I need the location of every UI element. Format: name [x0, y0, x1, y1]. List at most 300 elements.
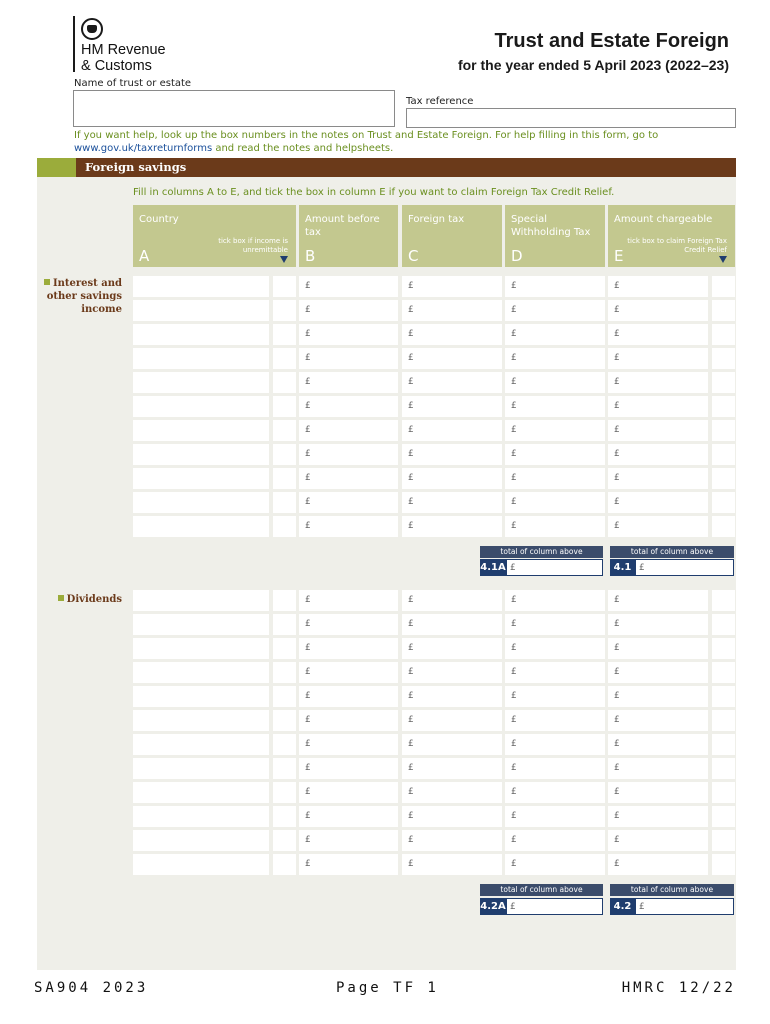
- table-row: [0, 782, 770, 803]
- unremittable-checkbox[interactable]: [273, 492, 296, 513]
- column-letter: D: [511, 247, 523, 265]
- amount-chargeable-field[interactable]: [608, 276, 708, 297]
- unremittable-checkbox[interactable]: [273, 590, 296, 611]
- ftcr-checkbox[interactable]: [712, 638, 735, 659]
- total-field-4-2[interactable]: [635, 898, 734, 915]
- table-row: [0, 614, 770, 635]
- amount-chargeable-field[interactable]: [608, 686, 708, 707]
- foreign-tax-field[interactable]: [402, 324, 502, 345]
- ftcr-checkbox[interactable]: [712, 468, 735, 489]
- table-row: [0, 324, 770, 345]
- unremittable-checkbox[interactable]: [273, 782, 296, 803]
- currency-symbol: £: [614, 329, 620, 339]
- currency-symbol: £: [614, 715, 620, 725]
- country-field[interactable]: [133, 782, 269, 803]
- country-field[interactable]: [133, 638, 269, 659]
- ftcr-checkbox[interactable]: [712, 662, 735, 683]
- table-row: [0, 830, 770, 851]
- section-accent: [37, 158, 76, 177]
- amount-chargeable-field[interactable]: [608, 444, 708, 465]
- foreign-tax-field[interactable]: [402, 492, 502, 513]
- amount-chargeable-field[interactable]: [608, 638, 708, 659]
- foreign-tax-field[interactable]: [402, 758, 502, 779]
- special-withholding-tax-field[interactable]: [505, 324, 605, 345]
- unremittable-checkbox[interactable]: [273, 830, 296, 851]
- unremittable-checkbox[interactable]: [273, 662, 296, 683]
- special-withholding-tax-field[interactable]: [505, 372, 605, 393]
- country-field[interactable]: [133, 854, 269, 875]
- country-field[interactable]: [133, 348, 269, 369]
- ftcr-checkbox[interactable]: [712, 806, 735, 827]
- currency-symbol: £: [408, 353, 414, 363]
- country-field[interactable]: [133, 372, 269, 393]
- currency-symbol: £: [614, 425, 620, 435]
- amount-chargeable-field[interactable]: [608, 348, 708, 369]
- currency-symbol: £: [305, 281, 311, 291]
- currency-symbol: £: [408, 691, 414, 701]
- amount-before-tax-field[interactable]: [299, 492, 398, 513]
- ftcr-checkbox[interactable]: [712, 830, 735, 851]
- currency-symbol: £: [305, 763, 311, 773]
- foreign-tax-field[interactable]: [402, 348, 502, 369]
- unremittable-checkbox[interactable]: [273, 806, 296, 827]
- currency-symbol: £: [511, 281, 517, 291]
- currency-symbol: £: [639, 902, 645, 912]
- special-withholding-tax-field[interactable]: [505, 276, 605, 297]
- trust-name-label: Name of trust or estate: [74, 78, 192, 89]
- unremittable-checkbox[interactable]: [273, 348, 296, 369]
- amount-before-tax-field[interactable]: [299, 300, 398, 321]
- table-row: [0, 372, 770, 393]
- currency-symbol: £: [305, 811, 311, 821]
- currency-symbol: £: [511, 739, 517, 749]
- ftcr-checkbox[interactable]: [712, 710, 735, 731]
- special-withholding-tax-field[interactable]: [505, 710, 605, 731]
- country-field[interactable]: [133, 276, 269, 297]
- unremittable-checkbox[interactable]: [273, 854, 296, 875]
- ftcr-checkbox[interactable]: [712, 324, 735, 345]
- total-field-4-2a[interactable]: [506, 898, 603, 915]
- amount-chargeable-field[interactable]: [608, 300, 708, 321]
- currency-symbol: £: [305, 377, 311, 387]
- currency-symbol: £: [511, 691, 517, 701]
- currency-symbol: £: [305, 305, 311, 315]
- column-letter: B: [305, 247, 316, 265]
- country-field[interactable]: [133, 734, 269, 755]
- ftcr-checkbox[interactable]: [712, 516, 735, 537]
- currency-symbol: £: [408, 859, 414, 869]
- special-withholding-tax-field[interactable]: [505, 614, 605, 635]
- currency-symbol: £: [511, 811, 517, 821]
- column-name: Special Withholding Tax: [511, 214, 591, 238]
- table-row: [0, 806, 770, 827]
- instruction-text: Fill in columns A to E, and tick the box in column E if you want to claim Foreign Tax Credit Relief.: [133, 187, 615, 198]
- amount-before-tax-field[interactable]: [299, 854, 398, 875]
- country-field[interactable]: [133, 590, 269, 611]
- amount-before-tax-field[interactable]: [299, 782, 398, 803]
- ftcr-checkbox[interactable]: [712, 590, 735, 611]
- column-name: Foreign tax: [408, 214, 465, 225]
- ftcr-checkbox[interactable]: [712, 420, 735, 441]
- amount-before-tax-field[interactable]: [299, 758, 398, 779]
- unremittable-checkbox[interactable]: [273, 276, 296, 297]
- country-field[interactable]: [133, 492, 269, 513]
- ftcr-checkbox[interactable]: [712, 492, 735, 513]
- total-caption: total of column above: [610, 546, 734, 558]
- currency-symbol: £: [614, 787, 620, 797]
- currency-symbol: £: [408, 305, 414, 315]
- amount-chargeable-field[interactable]: [608, 710, 708, 731]
- total-field-4-1[interactable]: [635, 559, 734, 576]
- table-row: [0, 444, 770, 465]
- amount-before-tax-field[interactable]: [299, 372, 398, 393]
- amount-before-tax-field[interactable]: [299, 710, 398, 731]
- currency-symbol: £: [305, 473, 311, 483]
- logo-text-line2: & Customs: [81, 58, 152, 74]
- table-row: [0, 710, 770, 731]
- currency-symbol: £: [408, 449, 414, 459]
- currency-symbol: £: [511, 667, 517, 677]
- amount-before-tax-field[interactable]: [299, 348, 398, 369]
- unremittable-checkbox[interactable]: [273, 758, 296, 779]
- currency-symbol: £: [408, 595, 414, 605]
- country-field[interactable]: [133, 300, 269, 321]
- currency-symbol: £: [305, 643, 311, 653]
- currency-symbol: £: [511, 595, 517, 605]
- country-field[interactable]: [133, 806, 269, 827]
- foreign-tax-field[interactable]: [402, 686, 502, 707]
- foreign-tax-field[interactable]: [402, 782, 502, 803]
- total-caption: total of column above: [610, 884, 734, 896]
- currency-symbol: £: [305, 787, 311, 797]
- foreign-tax-field[interactable]: [402, 734, 502, 755]
- unremittable-checkbox[interactable]: [273, 300, 296, 321]
- country-field[interactable]: [133, 468, 269, 489]
- currency-symbol: £: [511, 377, 517, 387]
- currency-symbol: £: [511, 425, 517, 435]
- special-withholding-tax-field[interactable]: [505, 830, 605, 851]
- currency-symbol: £: [408, 521, 414, 531]
- amount-chargeable-field[interactable]: [608, 420, 708, 441]
- country-field[interactable]: [133, 396, 269, 417]
- box-code-4-2: 4.2: [610, 898, 635, 915]
- amount-chargeable-field[interactable]: [608, 516, 708, 537]
- ftcr-checkbox[interactable]: [712, 444, 735, 465]
- box-code-4-1: 4.1: [610, 559, 635, 576]
- help-text: [74, 129, 724, 155]
- special-withholding-tax-field[interactable]: [505, 758, 605, 779]
- table-row: [0, 686, 770, 707]
- ftcr-checkbox[interactable]: [712, 372, 735, 393]
- unremittable-checkbox[interactable]: [273, 516, 296, 537]
- column-letter: E: [614, 247, 624, 265]
- special-withholding-tax-field[interactable]: [505, 854, 605, 875]
- special-withholding-tax-field[interactable]: [505, 300, 605, 321]
- currency-symbol: £: [408, 763, 414, 773]
- currency-symbol: £: [408, 643, 414, 653]
- amount-before-tax-field[interactable]: [299, 734, 398, 755]
- form-subtitle: for the year ended 5 April 2023 (2022–23): [457, 57, 729, 73]
- currency-symbol: £: [305, 497, 311, 507]
- currency-symbol: £: [305, 835, 311, 845]
- country-field[interactable]: [133, 420, 269, 441]
- currency-symbol: £: [511, 643, 517, 653]
- trust-name-field[interactable]: [73, 90, 395, 127]
- amount-before-tax-field[interactable]: [299, 420, 398, 441]
- currency-symbol: £: [408, 619, 414, 629]
- column-header-e: [608, 205, 735, 267]
- special-withholding-tax-field[interactable]: [505, 782, 605, 803]
- currency-symbol: £: [614, 691, 620, 701]
- currency-symbol: £: [408, 667, 414, 677]
- special-withholding-tax-field[interactable]: [505, 516, 605, 537]
- group-label-text: Dividends: [66, 594, 122, 605]
- amount-chargeable-field[interactable]: [608, 468, 708, 489]
- ftcr-checkbox[interactable]: [712, 300, 735, 321]
- currency-symbol: £: [511, 329, 517, 339]
- country-field[interactable]: [133, 686, 269, 707]
- currency-symbol: £: [408, 497, 414, 507]
- foreign-tax-field[interactable]: [402, 662, 502, 683]
- currency-symbol: £: [408, 811, 414, 821]
- foreign-tax-field[interactable]: [402, 300, 502, 321]
- foreign-tax-field[interactable]: [402, 806, 502, 827]
- currency-symbol: £: [408, 329, 414, 339]
- tax-reference-field[interactable]: [406, 108, 736, 128]
- currency-symbol: £: [408, 739, 414, 749]
- unremittable-checkbox[interactable]: [273, 468, 296, 489]
- currency-symbol: £: [614, 521, 620, 531]
- special-withholding-tax-field[interactable]: [505, 686, 605, 707]
- unremittable-checkbox[interactable]: [273, 420, 296, 441]
- amount-chargeable-field[interactable]: [608, 324, 708, 345]
- special-withholding-tax-field[interactable]: [505, 638, 605, 659]
- foreign-tax-field[interactable]: [402, 614, 502, 635]
- table-row: [0, 468, 770, 489]
- amount-chargeable-field[interactable]: [608, 854, 708, 875]
- currency-symbol: £: [614, 835, 620, 845]
- amount-before-tax-field[interactable]: [299, 324, 398, 345]
- ftcr-checkbox[interactable]: [712, 614, 735, 635]
- page-number: Page TF 1: [336, 980, 439, 996]
- ftcr-checkbox[interactable]: [712, 854, 735, 875]
- foreign-tax-field[interactable]: [402, 590, 502, 611]
- country-field[interactable]: [133, 758, 269, 779]
- foreign-tax-field[interactable]: [402, 372, 502, 393]
- unremittable-checkbox[interactable]: [273, 638, 296, 659]
- country-field[interactable]: [133, 662, 269, 683]
- currency-symbol: £: [511, 835, 517, 845]
- amount-chargeable-field[interactable]: [608, 590, 708, 611]
- column-name: Amount before tax: [305, 214, 380, 238]
- special-withholding-tax-field[interactable]: [505, 444, 605, 465]
- currency-symbol: £: [614, 449, 620, 459]
- country-field[interactable]: [133, 444, 269, 465]
- amount-before-tax-field[interactable]: [299, 444, 398, 465]
- country-field[interactable]: [133, 516, 269, 537]
- currency-symbol: £: [614, 643, 620, 653]
- box-code-4-2a: 4.2A: [480, 898, 506, 915]
- currency-symbol: £: [614, 281, 620, 291]
- currency-symbol: £: [614, 401, 620, 411]
- foreign-tax-field[interactable]: [402, 420, 502, 441]
- amount-before-tax-field[interactable]: [299, 686, 398, 707]
- currency-symbol: £: [305, 667, 311, 677]
- amount-before-tax-field[interactable]: [299, 806, 398, 827]
- unremittable-checkbox[interactable]: [273, 686, 296, 707]
- currency-symbol: £: [511, 449, 517, 459]
- column-header-b: [299, 205, 398, 267]
- column-tick-note: tick box if income is unremittable: [218, 237, 288, 254]
- unremittable-checkbox[interactable]: [273, 372, 296, 393]
- amount-chargeable-field[interactable]: [608, 492, 708, 513]
- currency-symbol: £: [408, 473, 414, 483]
- amount-chargeable-field[interactable]: [608, 372, 708, 393]
- currency-symbol: £: [305, 401, 311, 411]
- foreign-tax-field[interactable]: [402, 854, 502, 875]
- special-withholding-tax-field[interactable]: [505, 590, 605, 611]
- amount-before-tax-field[interactable]: [299, 662, 398, 683]
- unremittable-checkbox[interactable]: [273, 396, 296, 417]
- amount-before-tax-field[interactable]: [299, 468, 398, 489]
- foreign-tax-field[interactable]: [402, 468, 502, 489]
- country-field[interactable]: [133, 710, 269, 731]
- table-row: [0, 348, 770, 369]
- special-withholding-tax-field[interactable]: [505, 468, 605, 489]
- section-header: [37, 158, 736, 177]
- column-letter: C: [408, 247, 419, 265]
- box-code-4-1a: 4.1A: [480, 559, 506, 576]
- unremittable-checkbox[interactable]: [273, 444, 296, 465]
- total-caption: total of column above: [480, 546, 603, 558]
- table-row: [0, 854, 770, 875]
- foreign-tax-field[interactable]: [402, 710, 502, 731]
- amount-chargeable-field[interactable]: [608, 782, 708, 803]
- amount-before-tax-field[interactable]: [299, 516, 398, 537]
- currency-symbol: £: [510, 902, 516, 912]
- special-withholding-tax-field[interactable]: [505, 734, 605, 755]
- currency-symbol: £: [408, 715, 414, 725]
- unremittable-checkbox[interactable]: [273, 734, 296, 755]
- country-field[interactable]: [133, 830, 269, 851]
- ftcr-checkbox[interactable]: [712, 782, 735, 803]
- table-row: [0, 492, 770, 513]
- form-code: SA904 2023: [34, 980, 149, 996]
- total-field-4-1a[interactable]: [506, 559, 603, 576]
- total-caption: total of column above: [480, 884, 603, 896]
- currency-symbol: £: [614, 763, 620, 773]
- ftcr-checkbox[interactable]: [712, 758, 735, 779]
- logo-text-line1: HM Revenue: [81, 42, 166, 58]
- currency-symbol: £: [305, 691, 311, 701]
- foreign-tax-field[interactable]: [402, 516, 502, 537]
- table-row: [0, 758, 770, 779]
- table-row: [0, 590, 770, 611]
- currency-symbol: £: [305, 715, 311, 725]
- table-row: [0, 734, 770, 755]
- amount-chargeable-field[interactable]: [608, 734, 708, 755]
- currency-symbol: £: [614, 473, 620, 483]
- currency-symbol: £: [511, 787, 517, 797]
- country-field[interactable]: [133, 614, 269, 635]
- currency-symbol: £: [510, 563, 516, 573]
- ftcr-checkbox[interactable]: [712, 276, 735, 297]
- group-label-text: Interest and other savings income: [46, 278, 122, 315]
- logo-rule: [73, 16, 75, 72]
- ftcr-checkbox[interactable]: [712, 396, 735, 417]
- currency-symbol: £: [408, 835, 414, 845]
- special-withholding-tax-field[interactable]: [505, 348, 605, 369]
- currency-symbol: £: [614, 377, 620, 387]
- form-title: Trust and Estate Foreign: [494, 30, 729, 52]
- special-withholding-tax-field[interactable]: [505, 806, 605, 827]
- foreign-tax-field[interactable]: [402, 396, 502, 417]
- foreign-tax-field[interactable]: [402, 638, 502, 659]
- special-withholding-tax-field[interactable]: [505, 420, 605, 441]
- currency-symbol: £: [408, 787, 414, 797]
- amount-before-tax-field[interactable]: [299, 614, 398, 635]
- amount-before-tax-field[interactable]: [299, 830, 398, 851]
- country-field[interactable]: [133, 324, 269, 345]
- column-tick-note: tick box to claim Foreign Tax Credit Relief: [627, 237, 727, 254]
- amount-chargeable-field[interactable]: [608, 662, 708, 683]
- amount-chargeable-field[interactable]: [608, 806, 708, 827]
- currency-symbol: £: [511, 715, 517, 725]
- amount-chargeable-field[interactable]: [608, 758, 708, 779]
- currency-symbol: £: [639, 563, 645, 573]
- crown-icon: [81, 18, 103, 40]
- currency-symbol: £: [511, 763, 517, 773]
- table-row: [0, 300, 770, 321]
- table-row: [0, 516, 770, 537]
- unremittable-checkbox[interactable]: [273, 614, 296, 635]
- currency-symbol: £: [614, 497, 620, 507]
- amount-before-tax-field[interactable]: [299, 590, 398, 611]
- currency-symbol: £: [305, 353, 311, 363]
- amount-before-tax-field[interactable]: [299, 638, 398, 659]
- help-link[interactable]: www.gov.uk/taxreturnforms: [74, 143, 213, 154]
- currency-symbol: £: [305, 859, 311, 869]
- down-arrow-icon: [280, 256, 288, 263]
- currency-symbol: £: [614, 859, 620, 869]
- currency-symbol: £: [614, 811, 620, 821]
- currency-symbol: £: [614, 353, 620, 363]
- currency-symbol: £: [511, 497, 517, 507]
- amount-before-tax-field[interactable]: [299, 276, 398, 297]
- special-withholding-tax-field[interactable]: [505, 662, 605, 683]
- tax-reference-label: Tax reference: [406, 96, 474, 107]
- ftcr-checkbox[interactable]: [712, 686, 735, 707]
- amount-chargeable-field[interactable]: [608, 614, 708, 635]
- amount-chargeable-field[interactable]: [608, 830, 708, 851]
- hmrc-logo: [73, 16, 183, 76]
- currency-symbol: £: [305, 449, 311, 459]
- foreign-tax-field[interactable]: [402, 276, 502, 297]
- special-withholding-tax-field[interactable]: [505, 396, 605, 417]
- ftcr-checkbox[interactable]: [712, 734, 735, 755]
- special-withholding-tax-field[interactable]: [505, 492, 605, 513]
- ftcr-checkbox[interactable]: [712, 348, 735, 369]
- foreign-tax-field[interactable]: [402, 830, 502, 851]
- foreign-tax-field[interactable]: [402, 444, 502, 465]
- currency-symbol: £: [511, 401, 517, 411]
- unremittable-checkbox[interactable]: [273, 710, 296, 731]
- currency-symbol: £: [614, 595, 620, 605]
- currency-symbol: £: [511, 619, 517, 629]
- amount-before-tax-field[interactable]: [299, 396, 398, 417]
- unremittable-checkbox[interactable]: [273, 324, 296, 345]
- amount-chargeable-field[interactable]: [608, 396, 708, 417]
